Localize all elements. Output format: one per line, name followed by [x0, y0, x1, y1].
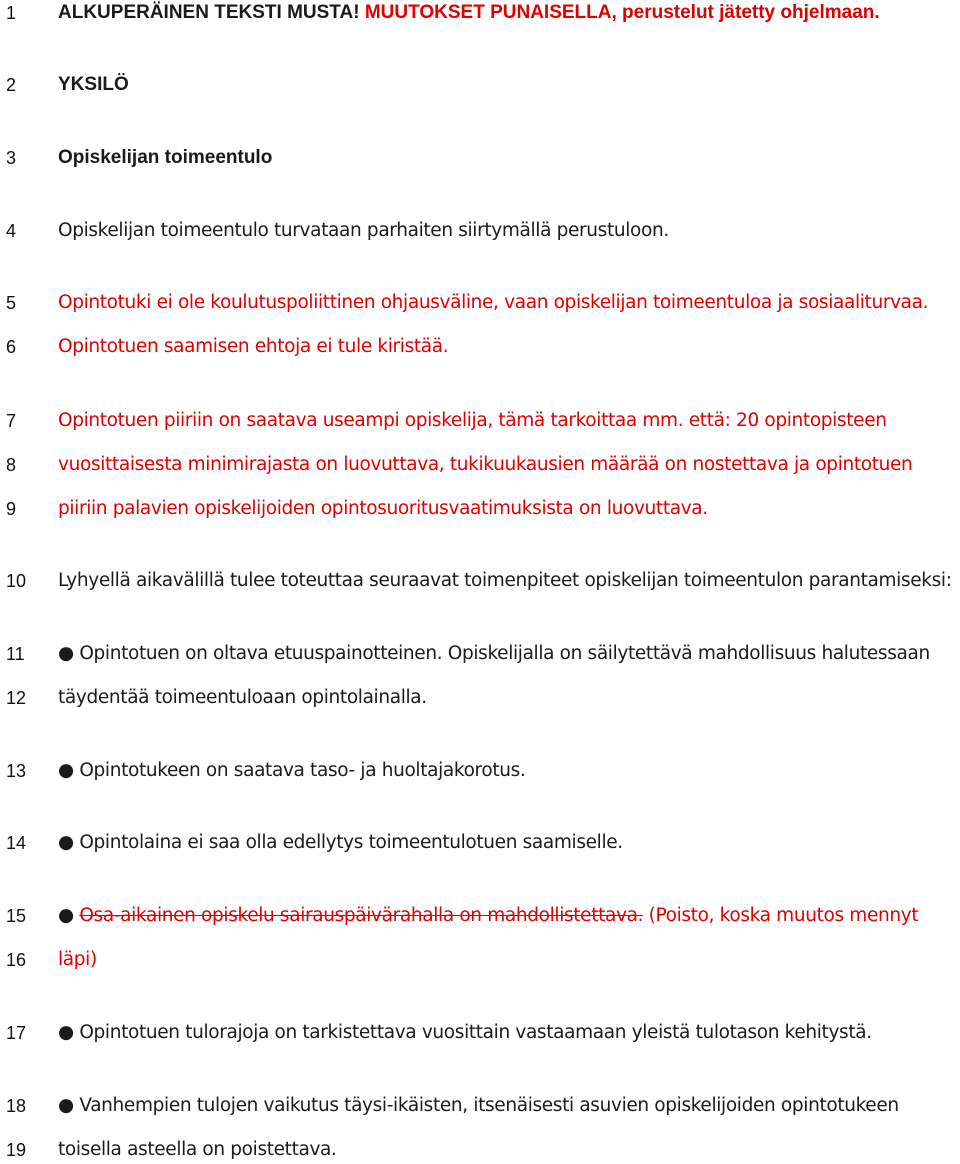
- line-text: [58, 905, 918, 926]
- line-text: [58, 498, 708, 519]
- line-number: 10: [6, 571, 27, 591]
- line-number: 11: [6, 644, 25, 664]
- line-number: 18: [6, 1096, 27, 1116]
- original-text: Opiskelijan toimeentulo turvataan parhaiten siirtymällä perustuloon.: [58, 220, 669, 241]
- line-text: [58, 570, 952, 591]
- changed-text: (Poisto, koska muutos mennyt: [643, 905, 919, 926]
- line-number: 3: [6, 148, 17, 168]
- line-number: 14: [6, 833, 27, 853]
- line-number: 13: [6, 761, 27, 781]
- line-text: [58, 454, 912, 475]
- line-text: [58, 643, 930, 664]
- line-number: 19: [6, 1140, 27, 1160]
- line-number: 15: [6, 906, 27, 926]
- line-number: 9: [6, 499, 17, 519]
- line-text: [58, 147, 272, 169]
- original-text: ALKUPERÄINEN TEKSTI MUSTA!: [58, 2, 365, 23]
- original-text: ●: [58, 905, 80, 926]
- line-number: 4: [6, 221, 17, 241]
- original-text: Opiskelijan toimeentulo: [58, 147, 273, 168]
- original-text: ● Vanhempien tulojen vaikutus täysi-ikäisten, itsenäisesti asuvien opiskelijoiden opintotukeen: [58, 1095, 899, 1116]
- line-text: [58, 2, 880, 24]
- line-text: [58, 1022, 872, 1043]
- line-number: 17: [6, 1023, 27, 1043]
- original-text: YKSILÖ: [58, 74, 129, 95]
- line-text: [58, 1095, 899, 1116]
- line-number: 7: [6, 411, 17, 431]
- line-text: [58, 292, 928, 313]
- line-text: [58, 220, 669, 241]
- line-number: 6: [6, 337, 17, 357]
- original-text: ● Opintotukeen on saatava taso- ja huoltajakorotus.: [58, 760, 526, 781]
- original-text: täydentää toimeentuloaan opintolainalla.: [58, 687, 427, 708]
- line-text: [58, 336, 448, 357]
- line-text: [58, 74, 129, 96]
- changed-text: piiriin palavien opiskelijoiden opintosuoritusvaatimuksista on luovuttava.: [58, 498, 708, 519]
- original-text: ● Opintolaina ei saa olla edellytys toimeentulotuen saamiselle.: [58, 832, 623, 853]
- original-text: ● Opintotuen tulorajoja on tarkistettava vuosittain vastaamaan yleistä tulotason kehitystä.: [58, 1022, 872, 1043]
- changed-text: Opintotuen saamisen ehtoja ei tule kiristää.: [58, 336, 449, 357]
- line-number: 12: [6, 688, 27, 708]
- deleted-text: Osa-aikainen opiskelu sairauspäivärahalla on mahdollistettava.: [79, 905, 644, 926]
- line-text: [58, 410, 887, 431]
- original-text: ● Opintotuen on oltava etuuspainotteinen. Opiskelijalla on säilytettävä mahdollisuus halutessaan: [58, 643, 930, 664]
- line-number: 1: [6, 3, 17, 23]
- original-text: Lyhyellä aikavälillä tulee toteuttaa seuraavat toimenpiteet opiskelijan toimeentulon parantamiseksi:: [58, 570, 952, 591]
- changed-text: Opintotuen piiriin on saatava useampi opiskelija, tämä tarkoittaa mm. että: 20 opintopisteen: [58, 410, 887, 431]
- line-number: 2: [6, 75, 17, 95]
- changed-text: läpi): [58, 949, 97, 970]
- changed-text: Opintotuki ei ole koulutuspoliittinen ohjausväline, vaan opiskelijan toimeentuloa ja sosiaaliturvaa.: [58, 292, 929, 313]
- line-text: [58, 949, 97, 970]
- changed-text: vuosittaisesta minimirajasta on luovuttava, tukikuukausien määrää on nostettava ja opintotuen: [58, 454, 913, 475]
- original-text: toisella asteella on poistettava.: [58, 1139, 337, 1160]
- line-text: [58, 1139, 337, 1160]
- line-number: 16: [6, 950, 27, 970]
- changed-text: MUUTOKSET PUNAISELLA, perustelut jätetty ohjelmaan.: [364, 2, 880, 23]
- line-number: 8: [6, 455, 17, 475]
- line-number: 5: [6, 293, 17, 313]
- line-text: [58, 687, 427, 708]
- line-text: [58, 760, 525, 781]
- line-text: [58, 832, 623, 853]
